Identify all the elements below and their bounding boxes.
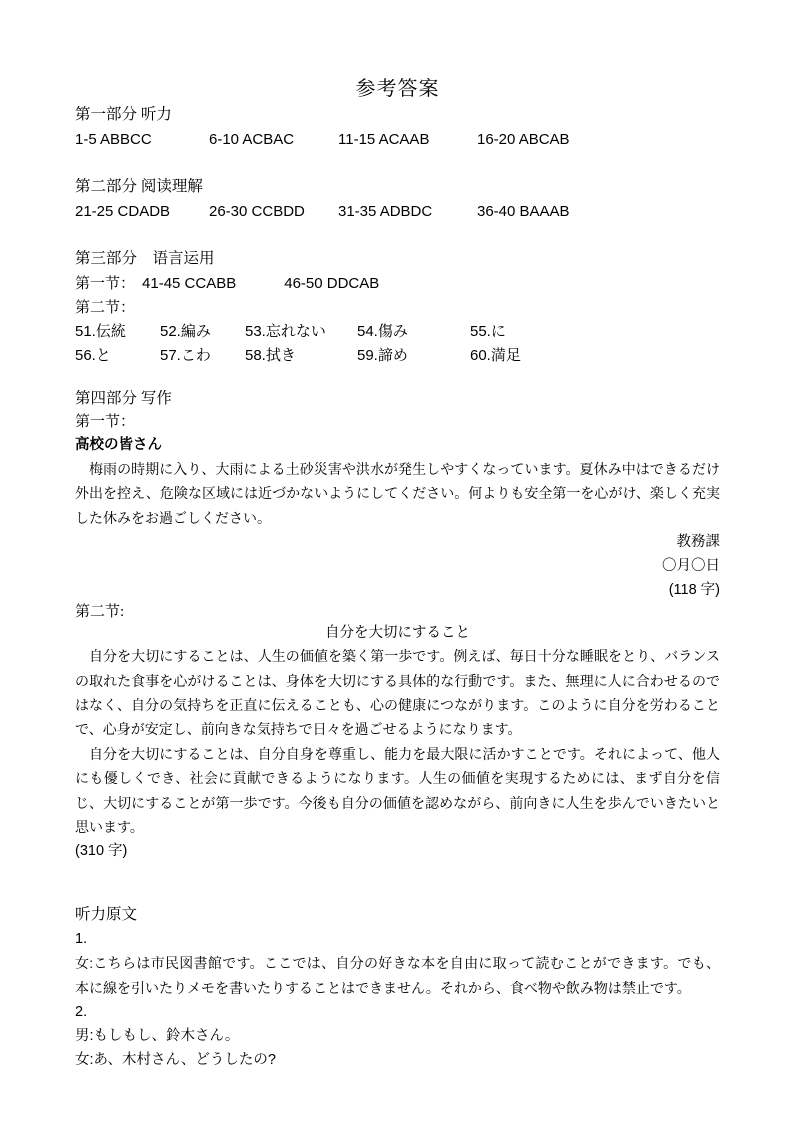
- fill-in-answer: 58.拭き: [245, 347, 296, 364]
- answer-group: 36-40 BAAAB: [477, 203, 570, 220]
- answer-group: 21-25 CDADB: [75, 203, 171, 220]
- part4-section2-label: 第二节:: [75, 604, 125, 621]
- fill-in-row-56-60: [75, 344, 720, 368]
- transcript-item2-line1: 男:もしもし、鈴木さん。: [75, 1028, 240, 1045]
- essay2-char-count: (310 字): [75, 843, 128, 860]
- part3-heading: 第三部分 语言运用: [75, 250, 215, 267]
- fill-in-answer: 57.こわ: [160, 347, 211, 364]
- part2-heading: 第二部分 阅读理解: [75, 178, 203, 195]
- essay1-char-count: (118 字): [668, 582, 720, 599]
- spacer: [75, 368, 720, 386]
- essay2-paragraph2: 自分を大切にすることは、自分自身を尊重し、能力を最大限に活かすことです。それによって、他人にも優しくでき、社会に貢献できるようになります。人生の価値を実現するためには、まず自分を信じ、大切にすることが第一歩です。今後も自分の価値を認めながら、前向きに人生を歩んでいきたいと思います。: [75, 745, 720, 836]
- part4-section1-label: 第一节：: [75, 414, 136, 430]
- answer-group: 11-15 ACAAB: [338, 131, 430, 148]
- fill-in-answer: 54.傷み: [357, 323, 408, 340]
- fill-in-answer: 60.満足: [470, 347, 521, 364]
- part4-heading: 第四部分 写作: [75, 390, 172, 407]
- spacer: [75, 863, 720, 903]
- transcript-item1-text: 女:こちらは市民図書館です。ここでは、自分の好きな本を自由に取って読むことができます。でも、本に線を引いたりメモを書いたりすることはできません。それから、食べ物や飲み物は禁止です。: [75, 955, 720, 996]
- answer-group: 41-45 CCABB: [142, 275, 237, 292]
- fill-in-answer: 59.諦め: [357, 347, 408, 364]
- part3-section2-label: 第二节：: [75, 300, 136, 316]
- fill-in-answer: 55.に: [470, 323, 506, 340]
- answer-group: 26-30 CCBDD: [209, 203, 305, 220]
- spacer: [75, 224, 720, 246]
- fill-in-answer: 52.編み: [160, 323, 211, 340]
- answer-group: 1-5 ABBCC: [75, 131, 152, 148]
- answer-group: 46-50 DDCAB: [284, 275, 380, 292]
- transcript-item1-number: 1.: [75, 931, 88, 948]
- part1-answer-row: [75, 128, 720, 152]
- essay1-salutation: 高校の皆さん: [75, 437, 162, 453]
- fill-in-answer: 51.伝統: [75, 323, 126, 340]
- page-title: 参考答案: [355, 78, 440, 100]
- transcript-item2-line2: 女:あ、木村さん、どうしたの?: [75, 1052, 276, 1069]
- fill-in-answer: 53.忘れない: [245, 323, 326, 340]
- essay1-date: 〇月〇日: [662, 558, 720, 575]
- answer-group: 16-20 ABCAB: [477, 131, 570, 148]
- transcript-item2-number: 2.: [75, 1004, 88, 1021]
- essay1-signature: 教務課: [676, 534, 720, 551]
- answer-group: 31-35 ADBDC: [338, 203, 433, 220]
- transcript-heading: 听力原文: [75, 906, 138, 924]
- part2-answer-row: [75, 200, 720, 224]
- essay2-paragraph1: 自分を大切にすることは、人生の価値を築く第一歩です。例えば、毎日十分な睡眠をとり、バランスの取れた食事を心がけることは、身体を大切にする具体的な行動です。また、無理に人に合わせるのではなく、自分の気持ちを正直に伝えることも、心の健康につながります。このように自分を労わることで、心身が安定し、前向きな気持ちで日々を過ごせるようになります。: [75, 648, 720, 738]
- answer-group: 6-10 ACBAC: [209, 131, 295, 148]
- fill-in-row-51-55: [75, 320, 720, 344]
- part3-section1-row: [75, 272, 720, 296]
- essay2-title: 自分を大切にすること: [325, 625, 470, 642]
- fill-in-answer: 56.と: [75, 347, 111, 364]
- section1-label: 第一节：: [75, 276, 136, 292]
- essay1-body: 梅雨の時期に入り、大雨による土砂災害や洪水が発生しやすくなっています。夏休み中はできるだけ外出を控え、危険な区域には近づかないようにしてください。何よりも安全第一を心がけ、楽しく充実した休みをお過ごしください。: [75, 461, 720, 526]
- spacer: [75, 152, 720, 174]
- part1-heading: 第一部分 听力: [75, 106, 172, 123]
